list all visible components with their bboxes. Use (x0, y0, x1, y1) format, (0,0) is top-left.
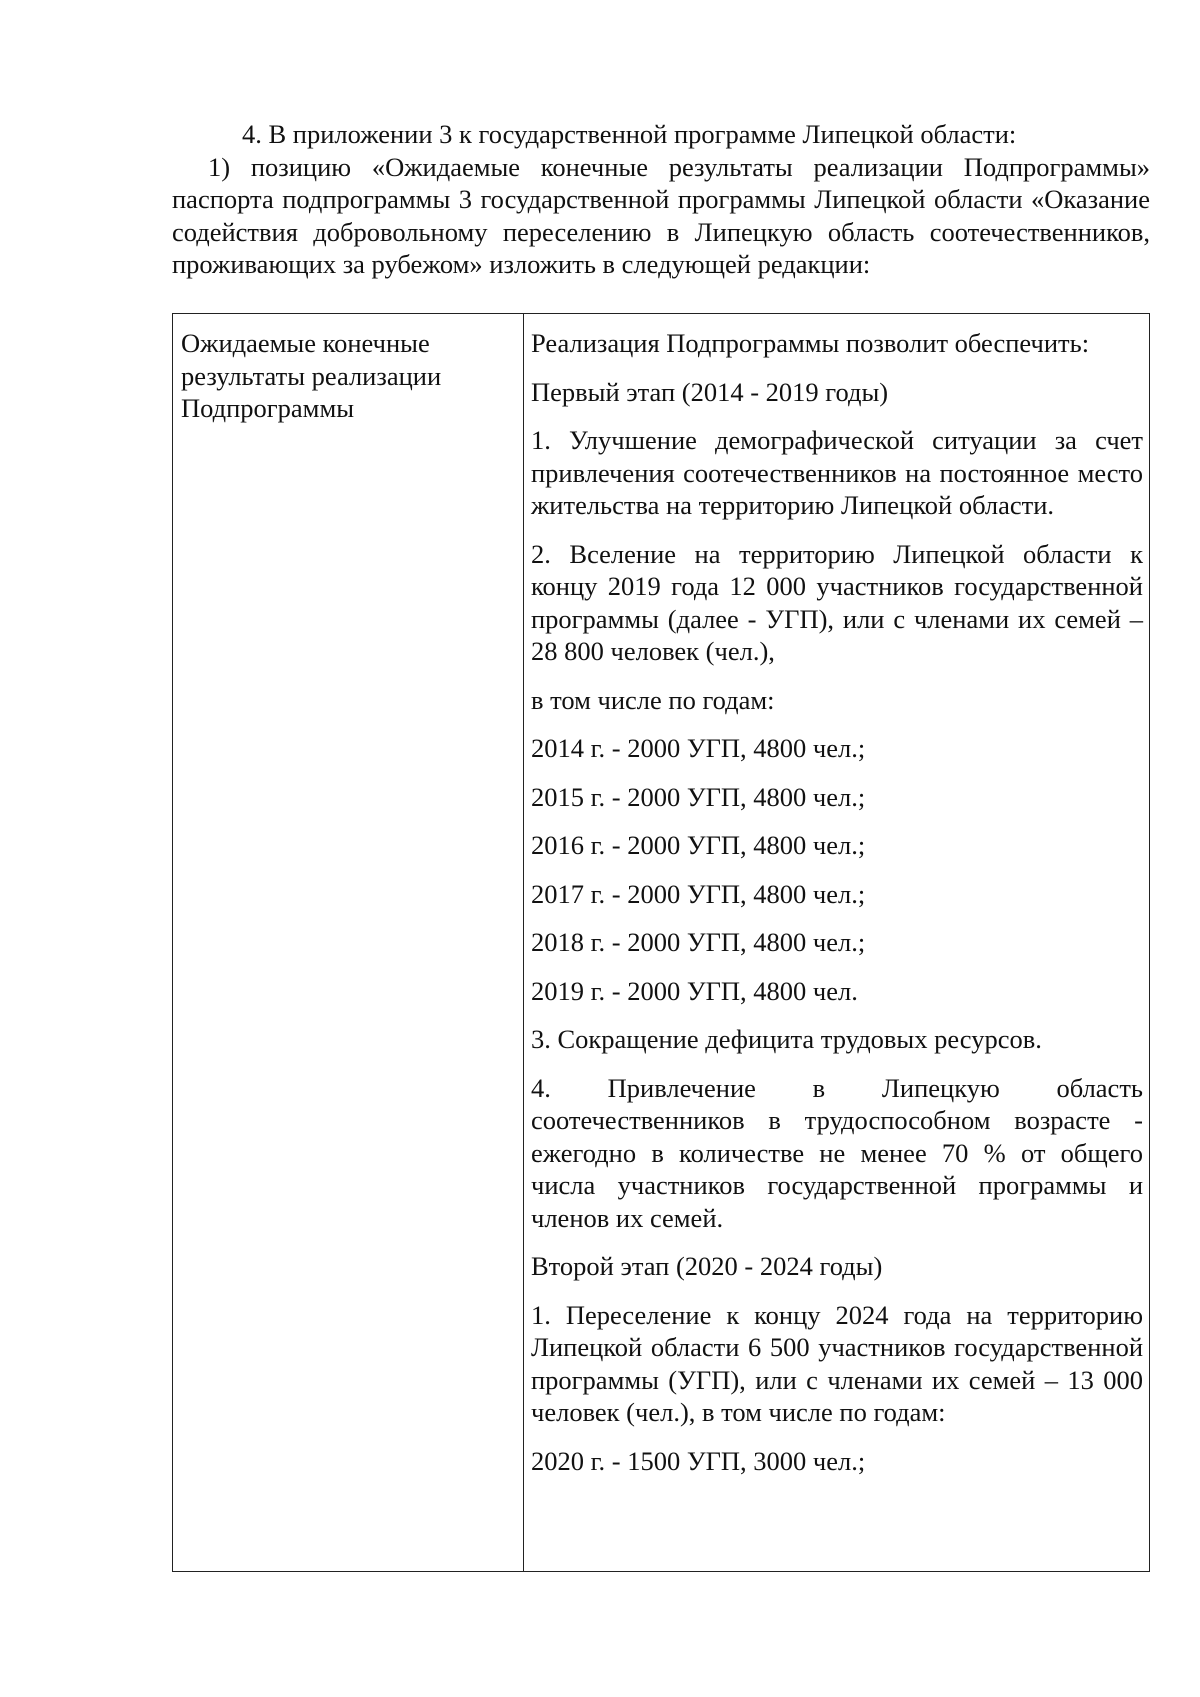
year-line: 2019 г. - 2000 УГП, 4800 чел. (531, 975, 858, 1006)
results-label: Ожидаемые конечные результаты реализации Подпрограммы (181, 328, 442, 423)
stage-1-item-4: 4. Привлечение в Липецкую область соотечественников в трудоспособном возрасте - ежегодно в количестве не менее 70 % от общего числа участников государственной программы и членов их семей. (531, 1072, 1143, 1233)
stage-1-item-1: 1. Улучшение демографической ситуации за счет привлечения соотечественников на постоянное место жительства на территорию Липецкой области. (531, 425, 1143, 520)
intro-paragraph-2: 1) позицию «Ожидаемые конечные результаты реализации Подпрограммы» паспорта подпрограммы 3 государственной программы Липецкой области «Оказание содействия добровольному переселению в Липецкую область соотечественников, проживающих за рубежом» изложить в следующей редакции: (172, 151, 1150, 279)
year-line: 2017 г. - 2000 УГП, 4800 чел.; (531, 878, 866, 909)
stage-2-item-1: 1. Переселение к концу 2024 года на территорию Липецкой области 6 500 участников государственной программы (УГП), или с членами их семей – 13 000 человек (чел.), в том числе по годам: (531, 1299, 1143, 1427)
year-line: 2016 г. - 2000 УГП, 4800 чел.; (531, 830, 866, 860)
stage-2-heading: Второй этап (2020 - 2024 годы) (531, 1251, 883, 1281)
stage-1-item-3: 3. Сокращение дефицита трудовых ресурсов. (531, 1024, 1042, 1054)
year-line: 2020 г. - 1500 УГП, 3000 чел.; (531, 1445, 866, 1476)
content-intro: Реализация Подпрограммы позволит обеспечить: (531, 328, 1090, 358)
year-line: 2015 г. - 2000 УГП, 4800 чел.; (531, 781, 866, 812)
results-label-cell (173, 314, 524, 1572)
intro-text (172, 118, 1150, 281)
intro-paragraph-1: 4. В приложении 3 к государственной программе Липецкой области: (242, 119, 1017, 149)
stage-1-heading: Первый этап (2014 - 2019 годы) (531, 376, 889, 407)
stage-1-item-2: 2. Вселение на территорию Липецкой области к концу 2019 года 12 000 участников государственной программы (далее - УГП), или с членами их семей – 28 800 человек (чел.), (531, 538, 1143, 666)
year-line: 2018 г. - 2000 УГП, 4800 чел.; (531, 927, 866, 957)
table-row (173, 314, 1150, 1572)
years-intro: в том числе по годам: (531, 684, 775, 715)
results-content-cell (524, 314, 1150, 1572)
results-table (172, 313, 1150, 1572)
year-line: 2014 г. - 2000 УГП, 4800 чел.; (531, 733, 866, 763)
